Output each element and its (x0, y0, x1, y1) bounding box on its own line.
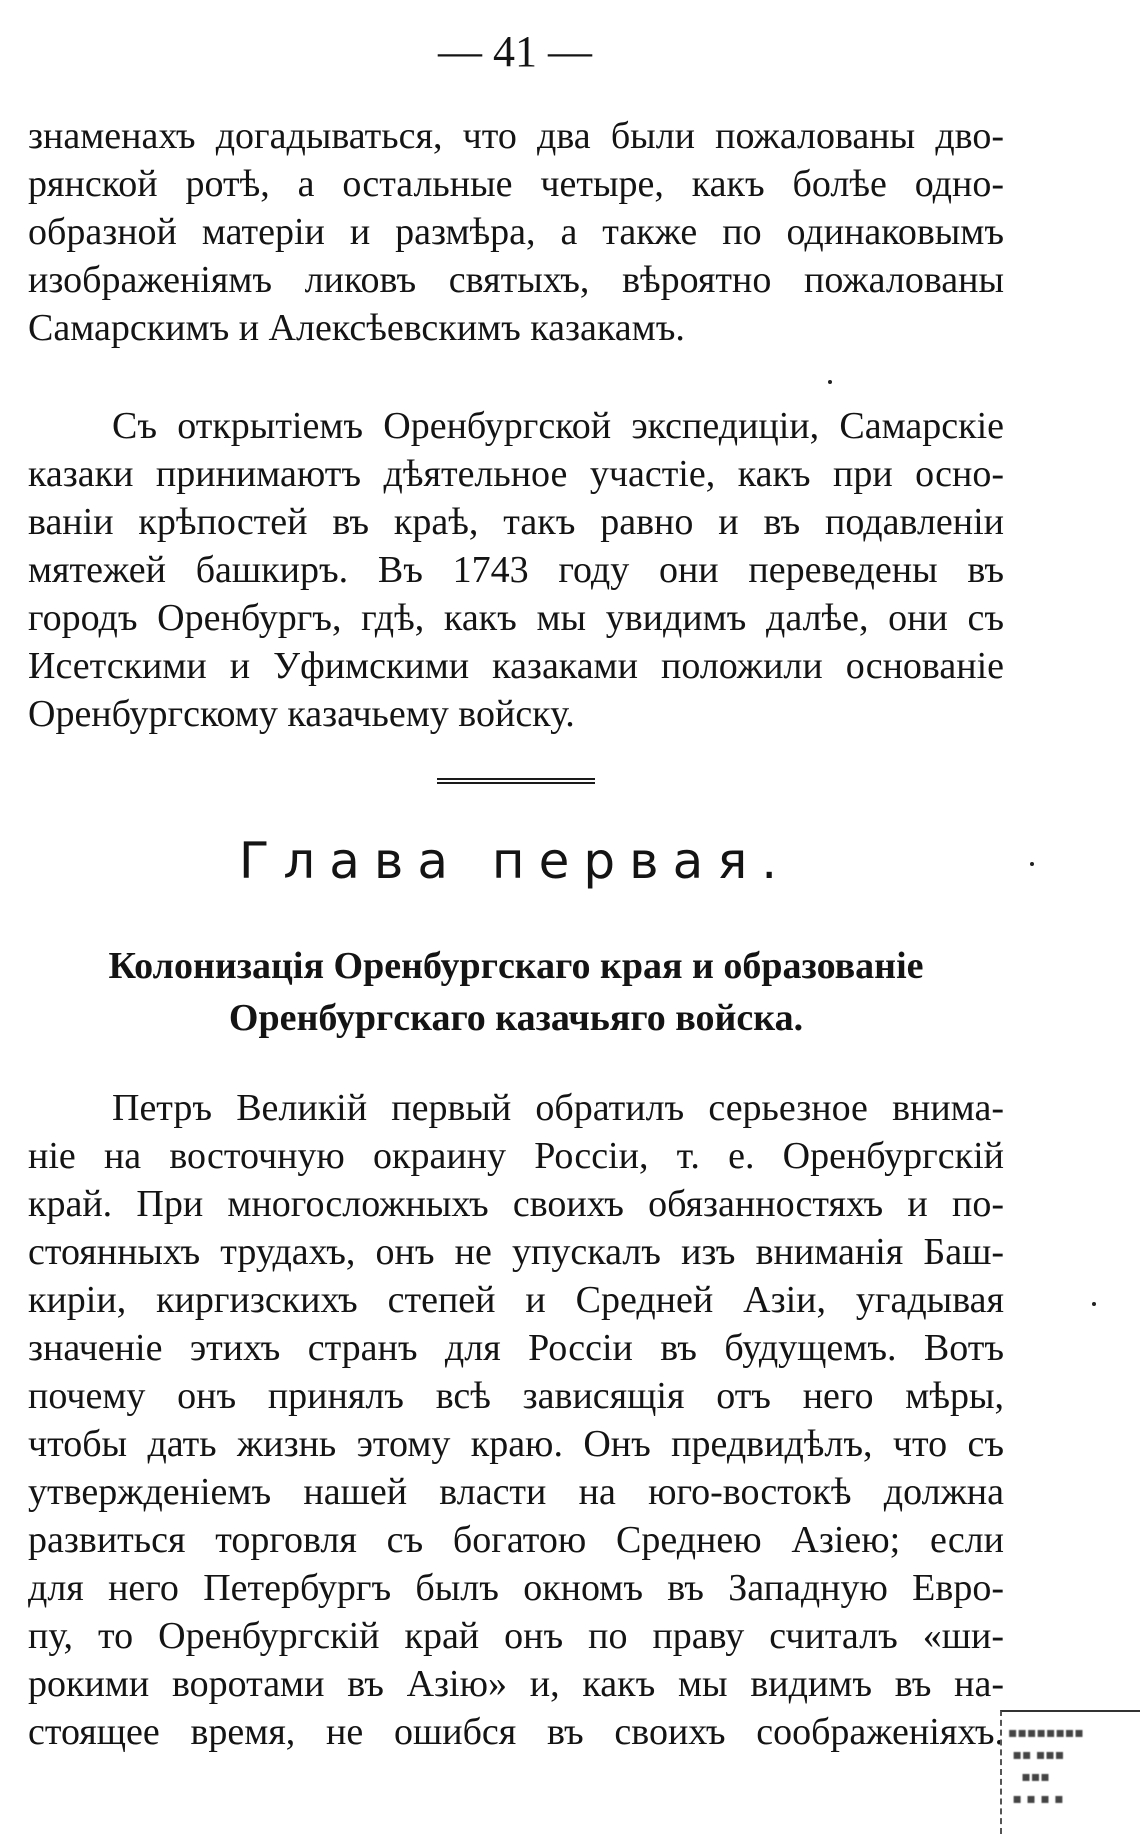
paragraph-1 (28, 112, 1004, 352)
section-heading-line: Оренбургскаго казачьяго войска. (228, 997, 804, 1039)
text-line: мятежей башкиръ. Въ 1743 году они переведены въ (28, 549, 1004, 591)
text-line: чтобы дать жизнь этому краю. Онъ предвидѣлъ, что съ (28, 1423, 1004, 1465)
text-line: киріи, киргизскихъ степей и Средней Азіи, угадывая (28, 1279, 1004, 1321)
text-line: Петръ Великій первый обратилъ серьезное внима- (112, 1087, 1004, 1129)
text-line: изображеніямъ ликовъ святыхъ, вѣроятно пожалованы (28, 259, 1004, 301)
speck (1030, 862, 1034, 866)
page-number: — 41 — (438, 27, 592, 76)
speck (1092, 1302, 1096, 1306)
library-stamp-fragment (1000, 1710, 1140, 1834)
text-line: Съ открытіемъ Оренбургской экспедиціи, Самарскіе (112, 405, 1004, 447)
text-line: стоянныхъ трудахъ, онъ не упускалъ изъ вниманія Баш- (28, 1231, 1004, 1273)
text-line: почему онъ принялъ всѣ зависящія отъ него мѣры, (28, 1375, 1004, 1417)
text-line: Самарскимъ и Алексѣевскимъ казакамъ. (28, 307, 685, 349)
text-line: рянской ротѣ, а остальные четыре, какъ болѣе одно- (28, 163, 1004, 205)
section-divider (437, 778, 595, 788)
section-heading (28, 940, 1004, 1044)
stamp-mark: ▪ ▪ ▪ ▪ (1008, 1791, 1064, 1807)
text-line: для него Петербургъ былъ окномъ въ Западную Евро- (28, 1567, 1004, 1609)
text-line: образной матеріи и размѣра, а также по одинаковымъ (28, 211, 1004, 253)
divider-rule (437, 782, 595, 784)
text-line: знаменахъ догадываться, что два были пожалованы дво- (28, 115, 1004, 157)
stamp-mark: ▪▪▪▪▪▪▪▪ (1008, 1725, 1084, 1741)
text-line: казаки принимаютъ дѣятельное участіе, какъ при осно- (28, 453, 1004, 495)
chapter-title: Глава первая. (238, 832, 792, 890)
stamp-mark: ▪▪ ▪▪▪ (1008, 1747, 1065, 1763)
section-heading-line: Колонизація Оренбургскаго края и образованіе (108, 945, 924, 987)
speck (828, 380, 832, 384)
text-line: рокими воротами въ Азію» и, какъ мы видимъ въ на- (28, 1663, 1004, 1705)
text-line: край. При многосложныхъ своихъ обязанностяхъ и по- (28, 1183, 1004, 1225)
text-line: Оренбургскому казачьему войску. (28, 693, 575, 735)
text-line: пу, то Оренбургскій край онъ по праву считалъ «ши- (28, 1615, 1004, 1657)
text-line: стоящее время, не ошибся въ своихъ соображеніяхъ. (28, 1711, 1004, 1753)
paragraph-2 (28, 402, 1004, 738)
text-line: городъ Оренбургъ, гдѣ, какъ мы увидимъ далѣе, они съ (28, 597, 1004, 639)
text-line: значеніе этихъ странъ для Россіи въ будущемъ. Вотъ (28, 1327, 1004, 1369)
text-line: ваніи крѣпостей въ краѣ, такъ равно и въ подавленіи (28, 501, 1004, 543)
text-line: развиться торговля съ богатою Среднею Азіею; если (28, 1519, 1004, 1561)
text-line: Исетскими и Уфимскими казаками положили основаніе (28, 645, 1004, 687)
text-line: ніе на восточную окраину Россіи, т. е. Оренбургскій (28, 1135, 1004, 1177)
paragraph-3 (28, 1084, 1004, 1756)
divider-rule (437, 778, 595, 780)
text-line: утвержденіемъ нашей власти на юго-востокѣ должна (28, 1471, 1004, 1513)
stamp-mark: ▪▪▪ (1008, 1769, 1050, 1785)
